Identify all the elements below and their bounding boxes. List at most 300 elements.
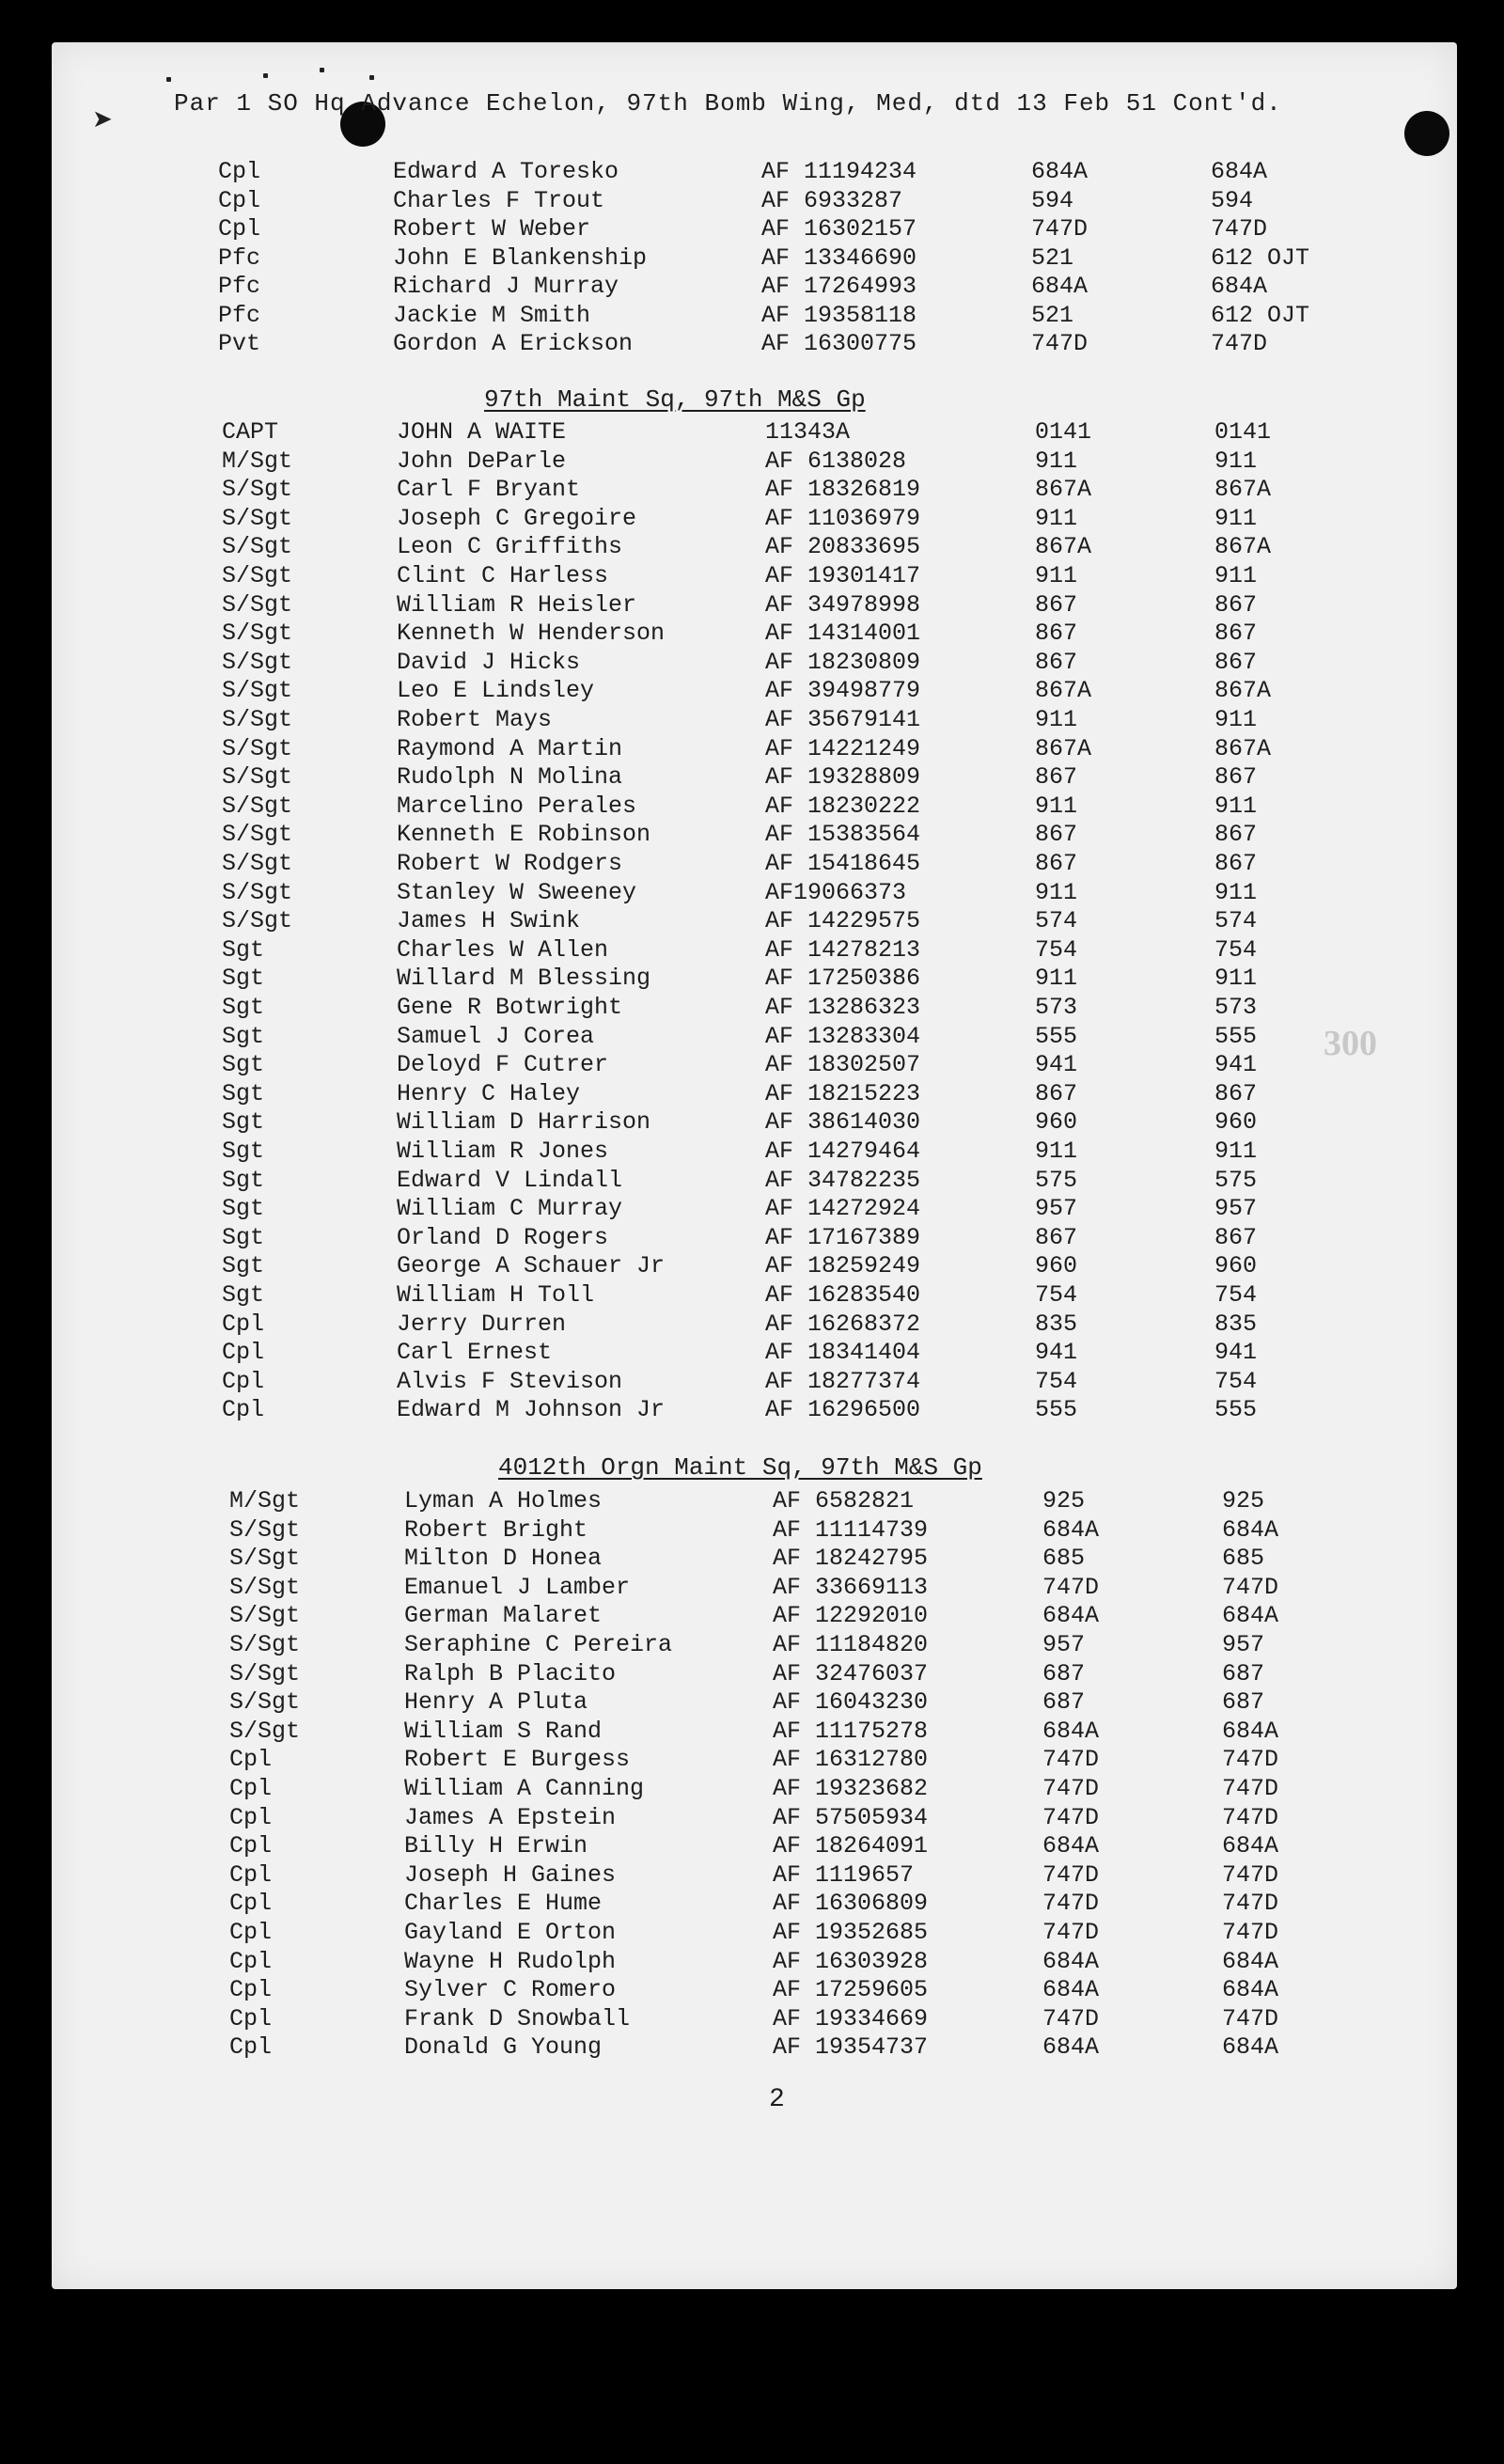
code-cell: 521 bbox=[1031, 301, 1074, 329]
table-row bbox=[4, 591, 1504, 620]
code-cell-2: 684A bbox=[1211, 158, 1268, 185]
rank-cell: Cpl bbox=[229, 1976, 273, 2004]
name-cell: Kenneth W Henderson bbox=[397, 620, 666, 648]
serial-cell: AF19066373 bbox=[765, 878, 907, 906]
serial-cell: AF 11175278 bbox=[773, 1717, 929, 1745]
table-row bbox=[0, 187, 1504, 215]
serial-cell: AF 16302157 bbox=[761, 215, 917, 243]
name-cell: Alvis F Stevison bbox=[397, 1367, 623, 1395]
table-row bbox=[11, 1832, 1504, 1860]
serial-cell: AF 18259249 bbox=[765, 1252, 921, 1280]
code-cell: 835 bbox=[1035, 1310, 1078, 1338]
punch-hole-right bbox=[1404, 111, 1449, 156]
serial-cell: AF 17250386 bbox=[765, 965, 921, 993]
rank-cell: Sgt bbox=[222, 1252, 265, 1280]
name-cell: Robert W Rodgers bbox=[397, 850, 623, 877]
rank-cell: Cpl bbox=[229, 1832, 273, 1860]
name-cell: John DeParle bbox=[397, 447, 567, 475]
table-row bbox=[4, 1339, 1504, 1367]
serial-cell: AF 34782235 bbox=[765, 1166, 921, 1194]
code-cell-2: 957 bbox=[1222, 1631, 1265, 1658]
code-cell-2: 555 bbox=[1214, 1022, 1258, 1050]
table-row bbox=[4, 1396, 1504, 1424]
code-cell-2: 747D bbox=[1222, 1860, 1279, 1889]
table-row bbox=[4, 447, 1504, 476]
rank-cell: Sgt bbox=[222, 1051, 265, 1079]
code-cell-2: 555 bbox=[1214, 1396, 1258, 1424]
code-cell-2: 941 bbox=[1214, 1051, 1258, 1079]
rank-cell: S/Sgt bbox=[229, 1515, 301, 1544]
name-cell: Seraphine C Pereira bbox=[404, 1631, 673, 1658]
name-cell: Marcelino Perales bbox=[397, 792, 637, 820]
code-cell-2: 911 bbox=[1214, 878, 1258, 906]
name-cell: Henry C Haley bbox=[397, 1079, 581, 1107]
code-cell: 911 bbox=[1035, 447, 1078, 475]
rank-cell: S/Sgt bbox=[229, 1631, 301, 1658]
code-cell: 867 bbox=[1035, 648, 1078, 676]
code-cell: 747D bbox=[1031, 330, 1089, 357]
code-cell: 747D bbox=[1042, 1775, 1100, 1802]
code-cell: 684A bbox=[1042, 1515, 1100, 1544]
serial-cell: AF 19328809 bbox=[765, 763, 921, 792]
serial-cell: AF 16303928 bbox=[773, 1947, 929, 1975]
name-cell: Deloyd F Cutrer bbox=[397, 1051, 609, 1079]
rank-cell: Sgt bbox=[222, 1166, 265, 1194]
name-cell: Milton D Honea bbox=[404, 1545, 603, 1573]
code-cell-2: 684A bbox=[1222, 2033, 1279, 2062]
code-cell-2: 911 bbox=[1214, 792, 1258, 820]
serial-cell: AF 6138028 bbox=[765, 447, 907, 475]
code-cell-2: 867 bbox=[1214, 763, 1258, 792]
serial-cell: AF 13286323 bbox=[765, 994, 921, 1021]
rank-cell: S/Sgt bbox=[222, 648, 293, 676]
rank-cell: M/Sgt bbox=[229, 1487, 301, 1514]
code-cell: 684A bbox=[1042, 1976, 1100, 2004]
name-cell: Leon C Griffiths bbox=[397, 533, 623, 561]
code-cell: 911 bbox=[1035, 706, 1078, 733]
serial-cell: AF 6933287 bbox=[761, 186, 903, 214]
code-cell: 867A bbox=[1035, 533, 1092, 561]
code-cell-2: 867 bbox=[1214, 821, 1258, 849]
rank-cell: Cpl bbox=[222, 1310, 265, 1338]
rank-cell: S/Sgt bbox=[229, 1717, 301, 1745]
code-cell-2: 754 bbox=[1214, 935, 1258, 964]
serial-cell: AF 19323682 bbox=[773, 1775, 929, 1802]
name-cell: Clint C Harless bbox=[397, 562, 609, 589]
name-cell: Ralph B Placito bbox=[404, 1659, 617, 1687]
serial-cell: AF 18242795 bbox=[773, 1545, 929, 1573]
rank-cell: Pfc bbox=[218, 301, 261, 329]
code-cell: 684A bbox=[1031, 273, 1089, 300]
name-cell: Robert Bright bbox=[404, 1515, 588, 1544]
name-cell: William A Canning bbox=[404, 1775, 645, 1802]
code-cell: 941 bbox=[1035, 1051, 1078, 1079]
rank-cell: Cpl bbox=[229, 2004, 273, 2032]
code-cell: 594 bbox=[1031, 186, 1074, 214]
code-cell: 911 bbox=[1035, 562, 1078, 589]
rank-cell: S/Sgt bbox=[222, 562, 293, 589]
table-row bbox=[4, 533, 1504, 561]
rank-cell: Cpl bbox=[218, 215, 261, 243]
serial-cell: AF 18326819 bbox=[765, 476, 921, 504]
name-cell: Rudolph N Molina bbox=[397, 763, 623, 792]
code-cell: 747D bbox=[1042, 1919, 1100, 1946]
rank-cell: Cpl bbox=[222, 1367, 265, 1395]
code-cell: 684A bbox=[1042, 1717, 1100, 1745]
name-cell: Edward M Johnson Jr bbox=[397, 1396, 666, 1424]
name-cell: William H Toll bbox=[397, 1281, 595, 1309]
rank-cell: S/Sgt bbox=[222, 533, 293, 561]
serial-cell: AF 16268372 bbox=[765, 1310, 921, 1338]
code-cell-2: 747D bbox=[1222, 1775, 1279, 1802]
serial-cell: AF 19358118 bbox=[761, 301, 917, 329]
serial-cell: AF 14221249 bbox=[765, 734, 921, 762]
table-row bbox=[4, 505, 1504, 533]
serial-cell: AF 19301417 bbox=[765, 562, 921, 589]
page-number: 2 bbox=[769, 2085, 785, 2114]
serial-cell: AF 18230809 bbox=[765, 648, 921, 676]
code-cell-2: 685 bbox=[1222, 1545, 1265, 1573]
rank-cell: Cpl bbox=[229, 1860, 273, 1889]
code-cell: 574 bbox=[1035, 907, 1078, 935]
table-row bbox=[4, 1368, 1504, 1396]
table-row bbox=[4, 994, 1504, 1022]
code-cell-2: 612 OJT bbox=[1211, 301, 1310, 329]
name-cell: Emanuel J Lamber bbox=[404, 1573, 631, 1601]
code-cell-2: 754 bbox=[1214, 1281, 1258, 1309]
code-cell-2: 867A bbox=[1214, 677, 1272, 705]
serial-cell: AF 13346690 bbox=[761, 243, 917, 272]
table-row bbox=[11, 1487, 1504, 1515]
serial-cell: AF 32476037 bbox=[773, 1659, 929, 1687]
table-row bbox=[4, 1281, 1504, 1310]
code-cell: 960 bbox=[1035, 1108, 1078, 1137]
table-row bbox=[4, 620, 1504, 648]
name-cell: James A Epstein bbox=[404, 1803, 617, 1831]
code-cell-2: 911 bbox=[1214, 706, 1258, 733]
serial-cell: AF 19352685 bbox=[773, 1919, 929, 1946]
table-row bbox=[0, 215, 1504, 243]
code-cell: 957 bbox=[1035, 1195, 1078, 1223]
rank-cell: Sgt bbox=[222, 1195, 265, 1223]
code-cell: 911 bbox=[1035, 878, 1078, 906]
code-cell: 957 bbox=[1042, 1631, 1086, 1658]
table-row bbox=[11, 1976, 1504, 2004]
rank-cell: Sgt bbox=[222, 1022, 265, 1050]
serial-cell: AF 11194234 bbox=[761, 158, 917, 185]
table-row bbox=[11, 1948, 1504, 1976]
code-cell-2: 867A bbox=[1214, 533, 1272, 561]
name-cell: Robert E Burgess bbox=[404, 1746, 631, 1774]
code-cell-2: 747D bbox=[1211, 330, 1268, 357]
code-cell-2: 684A bbox=[1211, 273, 1268, 300]
rank-cell: Sgt bbox=[222, 1138, 265, 1165]
table-row bbox=[11, 1631, 1504, 1659]
serial-cell: AF 11036979 bbox=[765, 504, 921, 532]
table-row bbox=[0, 273, 1504, 301]
name-cell: Gene R Botwright bbox=[397, 994, 623, 1021]
serial-cell: AF 14278213 bbox=[765, 935, 921, 964]
code-cell-2: 960 bbox=[1214, 1108, 1258, 1137]
table-row bbox=[4, 1023, 1504, 1051]
name-cell: Kenneth E Robinson bbox=[397, 821, 651, 849]
rank-cell: S/Sgt bbox=[222, 476, 293, 504]
table-row bbox=[4, 1080, 1504, 1108]
serial-cell: AF 12292010 bbox=[773, 1602, 929, 1630]
code-cell: 555 bbox=[1035, 1022, 1078, 1050]
table-row bbox=[0, 244, 1504, 273]
table-row bbox=[4, 735, 1504, 763]
name-cell: William R Heisler bbox=[397, 590, 637, 619]
name-cell: Richard J Murray bbox=[393, 273, 619, 300]
rank-cell: Cpl bbox=[218, 158, 261, 185]
code-cell: 747D bbox=[1042, 1746, 1100, 1774]
serial-cell: AF 16043230 bbox=[773, 1688, 929, 1717]
section-title-4012th-orgn: 4012th Orgn Maint Sq, 97th M&S Gp bbox=[498, 1453, 982, 1482]
code-cell: 555 bbox=[1035, 1396, 1078, 1424]
rank-cell: Sgt bbox=[222, 1281, 265, 1309]
name-cell: Frank D Snowball bbox=[404, 2004, 631, 2032]
rank-cell: S/Sgt bbox=[222, 677, 293, 705]
table-row bbox=[4, 1252, 1504, 1280]
serial-cell: AF 16283540 bbox=[765, 1281, 921, 1309]
code-cell: 941 bbox=[1035, 1339, 1078, 1367]
name-cell: James H Swink bbox=[397, 907, 581, 935]
serial-cell: AF 11184820 bbox=[773, 1631, 929, 1658]
rank-cell: Pfc bbox=[218, 273, 261, 300]
name-cell: Carl F Bryant bbox=[397, 476, 581, 504]
table-row bbox=[4, 706, 1504, 734]
code-cell: 911 bbox=[1035, 1138, 1078, 1165]
code-cell-2: 867 bbox=[1214, 1223, 1258, 1251]
serial-cell: AF 57505934 bbox=[773, 1803, 929, 1831]
rank-cell: S/Sgt bbox=[222, 850, 293, 877]
section-title-97th-maint: 97th Maint Sq, 97th M&S Gp bbox=[484, 385, 866, 414]
serial-cell: AF 14229575 bbox=[765, 907, 921, 935]
code-cell: 754 bbox=[1035, 935, 1078, 964]
code-cell-2: 867 bbox=[1214, 850, 1258, 877]
table-row bbox=[11, 1718, 1504, 1746]
code-cell-2: 747D bbox=[1222, 1890, 1279, 1918]
name-cell: Donald G Young bbox=[404, 2033, 603, 2062]
serial-cell: AF 18277374 bbox=[765, 1367, 921, 1395]
code-cell-2: 747D bbox=[1222, 2004, 1279, 2032]
rank-cell: Cpl bbox=[229, 2033, 273, 2062]
rank-cell: Sgt bbox=[222, 935, 265, 964]
serial-cell: AF 33669113 bbox=[773, 1573, 929, 1601]
rank-cell: S/Sgt bbox=[222, 620, 293, 648]
document-header: Par 1 SO Hq Advance Echelon, 97th Bomb Wing, Med, dtd 13 Feb 51 Cont'd. bbox=[174, 89, 1282, 118]
code-cell: 867 bbox=[1035, 850, 1078, 877]
table-row bbox=[4, 1138, 1504, 1166]
code-cell-2: 911 bbox=[1214, 1138, 1258, 1165]
serial-cell: AF 11114739 bbox=[773, 1515, 929, 1544]
rank-cell: Cpl bbox=[218, 186, 261, 214]
name-cell: Samuel J Corea bbox=[397, 1022, 595, 1050]
code-cell-2: 747D bbox=[1222, 1919, 1279, 1946]
serial-cell: AF 16306809 bbox=[773, 1890, 929, 1918]
rank-cell: S/Sgt bbox=[222, 706, 293, 733]
code-cell-2: 960 bbox=[1214, 1252, 1258, 1280]
table-row bbox=[11, 1602, 1504, 1630]
code-cell-2: 747D bbox=[1222, 1573, 1279, 1601]
code-cell: 685 bbox=[1042, 1545, 1086, 1573]
rank-cell: S/Sgt bbox=[222, 590, 293, 619]
serial-cell: AF 14314001 bbox=[765, 620, 921, 648]
rank-cell: Sgt bbox=[222, 994, 265, 1021]
rank-cell: S/Sgt bbox=[222, 878, 293, 906]
code-cell: 684A bbox=[1042, 1602, 1100, 1630]
serial-cell: AF 16296500 bbox=[765, 1396, 921, 1424]
code-cell: 867 bbox=[1035, 1223, 1078, 1251]
table-row bbox=[11, 1775, 1504, 1803]
name-cell: Willard M Blessing bbox=[397, 965, 651, 993]
table-row bbox=[11, 1660, 1504, 1688]
code-cell-2: 0141 bbox=[1214, 418, 1272, 446]
name-cell: Robert Mays bbox=[397, 706, 553, 733]
name-cell: Edward V Lindall bbox=[397, 1166, 623, 1194]
name-cell: Jerry Durren bbox=[397, 1310, 567, 1338]
table-row bbox=[4, 1051, 1504, 1079]
serial-cell: AF 16300775 bbox=[761, 330, 917, 357]
table-row bbox=[4, 1195, 1504, 1223]
code-cell-2: 574 bbox=[1214, 907, 1258, 935]
name-cell: William C Murray bbox=[397, 1195, 623, 1223]
table-row bbox=[11, 1746, 1504, 1774]
code-cell: 754 bbox=[1035, 1281, 1078, 1309]
table-row bbox=[4, 1108, 1504, 1137]
name-cell: Lyman A Holmes bbox=[404, 1487, 603, 1514]
code-cell: 867 bbox=[1035, 763, 1078, 792]
code-cell-2: 925 bbox=[1222, 1487, 1265, 1514]
code-cell-2: 911 bbox=[1214, 562, 1258, 589]
code-cell: 911 bbox=[1035, 504, 1078, 532]
code-cell: 747D bbox=[1042, 1860, 1100, 1889]
table-row bbox=[4, 562, 1504, 590]
rank-cell: Cpl bbox=[229, 1746, 273, 1774]
table-row bbox=[11, 1545, 1504, 1573]
table-row bbox=[0, 158, 1504, 186]
code-cell-2: 867 bbox=[1214, 1079, 1258, 1107]
code-cell-2: 684A bbox=[1222, 1515, 1279, 1544]
stray-marks bbox=[155, 64, 400, 83]
code-cell-2: 687 bbox=[1222, 1688, 1265, 1717]
code-cell: 754 bbox=[1035, 1367, 1078, 1395]
rank-cell: S/Sgt bbox=[229, 1573, 301, 1601]
name-cell: Leo E Lindsley bbox=[397, 677, 595, 705]
name-cell: Stanley W Sweeney bbox=[397, 878, 637, 906]
code-cell-2: 957 bbox=[1214, 1195, 1258, 1223]
code-cell-2: 747D bbox=[1222, 1803, 1279, 1831]
table-row bbox=[4, 879, 1504, 907]
code-cell-2: 747D bbox=[1211, 215, 1268, 243]
code-cell: 684A bbox=[1042, 1947, 1100, 1975]
table-row bbox=[4, 649, 1504, 677]
rank-cell: Cpl bbox=[229, 1890, 273, 1918]
serial-cell: AF 15418645 bbox=[765, 850, 921, 877]
rank-cell: S/Sgt bbox=[222, 763, 293, 792]
code-cell: 747D bbox=[1031, 215, 1089, 243]
table-row bbox=[4, 763, 1504, 792]
table-row bbox=[4, 476, 1504, 504]
code-cell-2: 747D bbox=[1222, 1746, 1279, 1774]
code-cell-2: 612 OJT bbox=[1211, 243, 1310, 272]
name-cell: Jackie M Smith bbox=[393, 301, 591, 329]
table-row bbox=[4, 418, 1504, 447]
serial-cell: AF 39498779 bbox=[765, 677, 921, 705]
table-row bbox=[4, 1310, 1504, 1339]
rank-cell: S/Sgt bbox=[229, 1688, 301, 1717]
table-row bbox=[11, 1574, 1504, 1602]
name-cell: Carl Ernest bbox=[397, 1339, 553, 1367]
code-cell: 747D bbox=[1042, 1573, 1100, 1601]
table-row bbox=[0, 330, 1504, 358]
name-cell: Raymond A Martin bbox=[397, 734, 623, 762]
code-cell: 747D bbox=[1042, 2004, 1100, 2032]
name-cell: David J Hicks bbox=[397, 648, 581, 676]
code-cell: 521 bbox=[1031, 243, 1074, 272]
code-cell-2: 687 bbox=[1222, 1659, 1265, 1687]
rank-cell: Cpl bbox=[229, 1947, 273, 1975]
code-cell-2: 867 bbox=[1214, 620, 1258, 648]
rank-cell: Cpl bbox=[222, 1339, 265, 1367]
table-row bbox=[4, 965, 1504, 993]
code-cell: 684A bbox=[1042, 1832, 1100, 1860]
table-row bbox=[11, 1516, 1504, 1545]
code-cell-2: 754 bbox=[1214, 1367, 1258, 1395]
name-cell: George A Schauer Jr bbox=[397, 1252, 666, 1280]
serial-cell: AF 18302507 bbox=[765, 1051, 921, 1079]
code-cell: 867A bbox=[1035, 476, 1092, 504]
code-cell-2: 684A bbox=[1222, 1717, 1279, 1745]
code-cell: 960 bbox=[1035, 1252, 1078, 1280]
serial-cell: AF 19334669 bbox=[773, 2004, 929, 2032]
table-row bbox=[11, 2005, 1504, 2033]
name-cell: Joseph H Gaines bbox=[404, 1860, 617, 1889]
serial-cell: AF 18341404 bbox=[765, 1339, 921, 1367]
table-row bbox=[4, 1224, 1504, 1252]
table-row bbox=[11, 1919, 1504, 1947]
serial-cell: AF 34978998 bbox=[765, 590, 921, 619]
serial-cell: AF 19354737 bbox=[773, 2033, 929, 2062]
name-cell: Gordon A Erickson bbox=[393, 330, 634, 357]
table-row bbox=[4, 1167, 1504, 1195]
code-cell: 687 bbox=[1042, 1659, 1086, 1687]
name-cell: Charles W Allen bbox=[397, 935, 609, 964]
rank-cell: Sgt bbox=[222, 965, 265, 993]
code-cell: 684A bbox=[1042, 2033, 1100, 2062]
rank-cell: CAPT bbox=[222, 418, 279, 446]
table-row bbox=[11, 1890, 1504, 1918]
code-cell: 867 bbox=[1035, 1079, 1078, 1107]
rank-cell: Sgt bbox=[222, 1108, 265, 1137]
name-cell: German Malaret bbox=[404, 1602, 603, 1630]
code-cell: 573 bbox=[1035, 994, 1078, 1021]
rank-cell: S/Sgt bbox=[222, 504, 293, 532]
code-cell: 867A bbox=[1035, 734, 1092, 762]
code-cell: 684A bbox=[1031, 158, 1089, 185]
rank-cell: S/Sgt bbox=[222, 734, 293, 762]
name-cell: John E Blankenship bbox=[393, 243, 648, 272]
code-cell-2: 684A bbox=[1222, 1976, 1279, 2004]
rank-cell: S/Sgt bbox=[229, 1545, 301, 1573]
code-cell: 747D bbox=[1042, 1803, 1100, 1831]
code-cell-2: 835 bbox=[1214, 1310, 1258, 1338]
code-cell-2: 911 bbox=[1214, 504, 1258, 532]
serial-cell: AF 17259605 bbox=[773, 1976, 929, 2004]
rank-cell: Sgt bbox=[222, 1079, 265, 1107]
code-cell: 575 bbox=[1035, 1166, 1078, 1194]
